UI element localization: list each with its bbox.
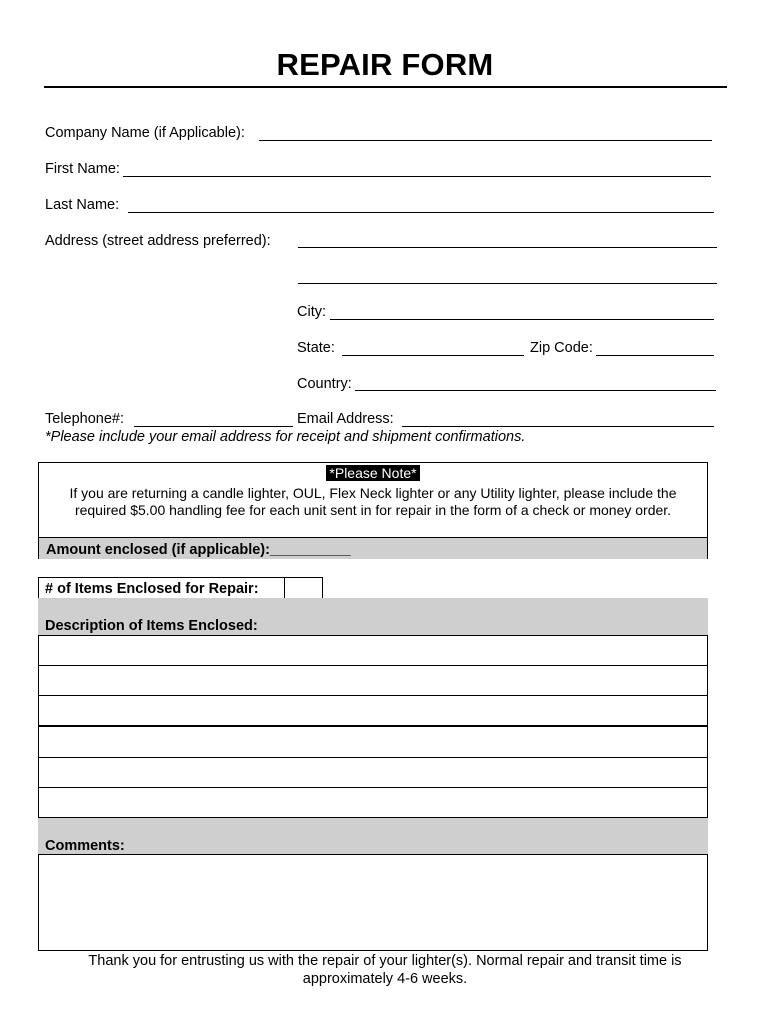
description-label: Description of Items Enclosed:: [45, 618, 258, 634]
email-note: *Please include your email address for receipt and shipment confirmations.: [45, 429, 526, 445]
telephone-label: Telephone#:: [45, 411, 125, 427]
please-note-badge: *Please Note*: [326, 465, 419, 481]
footer-line-1: Thank you for entrusting us with the repair of your lighter(s). Normal repair and transit time is: [88, 953, 682, 969]
state-field[interactable]: [342, 355, 524, 356]
description-row[interactable]: [38, 787, 708, 818]
zip-label: Zip Code:: [530, 340, 593, 356]
footer-note: [38, 952, 732, 988]
items-count-box: [38, 577, 323, 599]
page-title: REPAIR FORM: [276, 47, 494, 82]
description-row[interactable]: [38, 726, 708, 758]
telephone-field[interactable]: [134, 426, 293, 427]
description-row[interactable]: [38, 665, 708, 696]
last-name-field[interactable]: [128, 212, 714, 213]
city-field[interactable]: [330, 319, 714, 320]
footer-line-2: approximately 4-6 weeks.: [302, 971, 468, 987]
first-name-label: First Name:: [45, 161, 120, 177]
notice-line-1: If you are returning a candle lighter, OUL, Flex Neck lighter or any Utility lighter, please include the: [69, 485, 677, 501]
description-row[interactable]: [38, 757, 708, 788]
zip-field[interactable]: [596, 355, 714, 356]
description-row[interactable]: [38, 635, 708, 666]
items-count-label: # of Items Enclosed for Repair:: [45, 581, 259, 597]
description-row[interactable]: [38, 695, 708, 726]
company-field[interactable]: [259, 140, 712, 141]
amount-label[interactable]: Amount enclosed (if applicable):__________: [46, 542, 351, 558]
country-field[interactable]: [355, 390, 716, 391]
title-divider: [44, 86, 727, 88]
city-label: City:: [297, 304, 326, 320]
email-field[interactable]: [402, 426, 714, 427]
first-name-field[interactable]: [123, 176, 711, 177]
address-field-line-1[interactable]: [298, 247, 717, 248]
last-name-label: Last Name:: [45, 197, 120, 213]
amount-row: [39, 537, 707, 559]
address-label: Address (street address preferred):: [45, 233, 271, 249]
comments-box[interactable]: [38, 854, 708, 951]
address-field-line-2[interactable]: [298, 283, 717, 284]
comments-label: Comments:: [45, 838, 125, 854]
company-label: Company Name (if Applicable):: [45, 125, 245, 141]
country-label: Country:: [297, 376, 352, 392]
comments-header: [38, 818, 708, 855]
state-label: State:: [297, 340, 335, 356]
notice-line-2: required $5.00 handling fee for each unit sent in for repair in the form of a check or money order.: [74, 502, 672, 518]
items-count-input[interactable]: [284, 578, 323, 598]
email-label: Email Address:: [297, 411, 394, 427]
description-header: [38, 598, 708, 636]
